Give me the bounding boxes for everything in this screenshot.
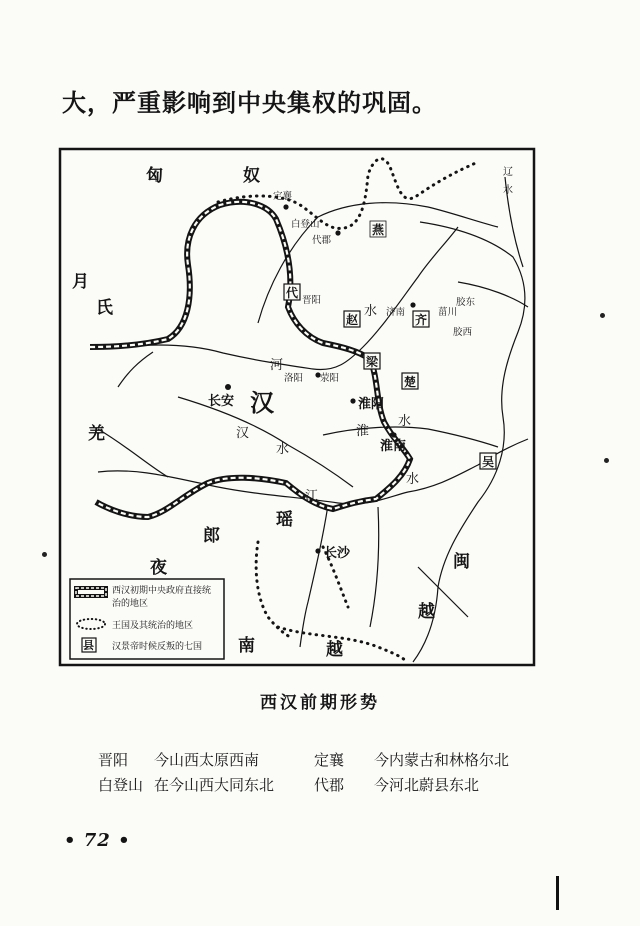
- state-liang: 梁: [366, 355, 379, 369]
- daijun-marker: [335, 230, 340, 235]
- map-legend: [70, 579, 224, 659]
- city-jinan: 济南: [386, 307, 406, 318]
- huainan-marker: [391, 432, 396, 437]
- city-dingxiang: 定襄: [273, 191, 293, 202]
- scan-speck: [600, 313, 605, 318]
- region-yelang-2: 郎: [203, 526, 220, 546]
- changsha-marker: [315, 548, 320, 553]
- note-row: [98, 748, 509, 773]
- river-han: 汉: [236, 426, 250, 441]
- city-baideng: 白登山: [291, 219, 320, 230]
- city-jiaodong: 胶东: [456, 297, 476, 308]
- city-jiyang: 晋阳: [302, 295, 322, 306]
- note-desc: 今河北蔚县东北: [374, 776, 480, 794]
- region-qiang: 羌: [88, 424, 105, 444]
- state-qi: 齐: [415, 313, 428, 327]
- city-changsha: 长沙: [324, 546, 351, 561]
- river-liao-1: 辽: [503, 167, 513, 178]
- note-desc: 今山西太原西南: [154, 751, 260, 769]
- region-minyue-1: 闽: [453, 552, 470, 572]
- river-shui-zhao: 水: [364, 304, 378, 319]
- city-huaiyang: 淮阳: [358, 397, 385, 412]
- region-yelang-1: 夜: [150, 558, 167, 578]
- huaiyang-marker: [350, 398, 355, 403]
- river-he: 河: [270, 358, 284, 373]
- state-dai: 代: [286, 286, 299, 300]
- note-place: 晋阳: [98, 751, 129, 769]
- city-zichuan: 菑川: [438, 307, 458, 318]
- scan-speck: [604, 458, 609, 463]
- region-minyue-2: 越: [418, 602, 435, 622]
- legend-kingdom: 王国及其统治的地区: [112, 621, 194, 631]
- scan-edge-mark: [556, 876, 559, 910]
- region-nanyue-1: 南: [238, 636, 255, 656]
- river-jiang: 江: [305, 489, 319, 504]
- state-wu: 吴: [482, 455, 495, 469]
- region-yuezhi-2: 氏: [96, 298, 113, 318]
- region-yao: 瑶: [276, 510, 293, 530]
- place-notes: [98, 748, 509, 798]
- city-luoyang: 洛阳: [284, 373, 304, 384]
- river-huai: 淮: [356, 424, 370, 439]
- note-place: 代郡: [314, 776, 345, 794]
- qi-marker: [410, 302, 415, 307]
- river-han-shui: 水: [276, 442, 290, 457]
- historical-map: [58, 147, 536, 667]
- page-number: • 72 •: [64, 830, 131, 851]
- city-xingyang: 荥阳: [320, 373, 340, 384]
- intro-text: 大，严重影响到中央集权的巩固。: [62, 88, 437, 117]
- region-nanyue-2: 越: [326, 640, 343, 660]
- state-zhao: 赵: [346, 313, 359, 327]
- legend-central-line1: 西汉初期中央政府直接统: [112, 586, 212, 596]
- note-place: 定襄: [314, 751, 345, 769]
- city-changan: 长安: [208, 394, 235, 409]
- legend-rebel-symbol: 县: [83, 639, 94, 652]
- changan-marker: [225, 384, 231, 390]
- region-yuezhi-1: 月: [72, 272, 89, 292]
- river-huai-shui: 水: [398, 414, 412, 429]
- region-xiongnu-2: 奴: [243, 166, 260, 186]
- map-caption: 西汉前期形势: [260, 693, 380, 713]
- note-place: 白登山: [98, 776, 144, 794]
- state-yan: 燕: [372, 223, 385, 237]
- scan-speck: [42, 552, 47, 557]
- note-desc: 在今山西大同东北: [154, 776, 275, 794]
- legend-central-line2: 治的地区: [112, 599, 149, 609]
- state-chu: 楚: [404, 375, 417, 389]
- note-desc: 今内蒙古和林格尔北: [374, 751, 510, 769]
- river-jiang-shui: 水: [406, 472, 420, 487]
- note-row: [98, 773, 509, 798]
- city-huainan: 淮南: [380, 439, 407, 454]
- dingxiang-marker: [283, 204, 288, 209]
- region-xiongnu-1: 匈: [146, 166, 163, 186]
- region-han: 汉: [250, 388, 274, 417]
- legend-rebel: 汉景帝时候反叛的七国: [112, 642, 203, 652]
- river-liao-2: 水: [503, 185, 513, 196]
- city-jiaoxi: 胶西: [453, 327, 473, 338]
- city-daijun: 代郡: [312, 235, 332, 246]
